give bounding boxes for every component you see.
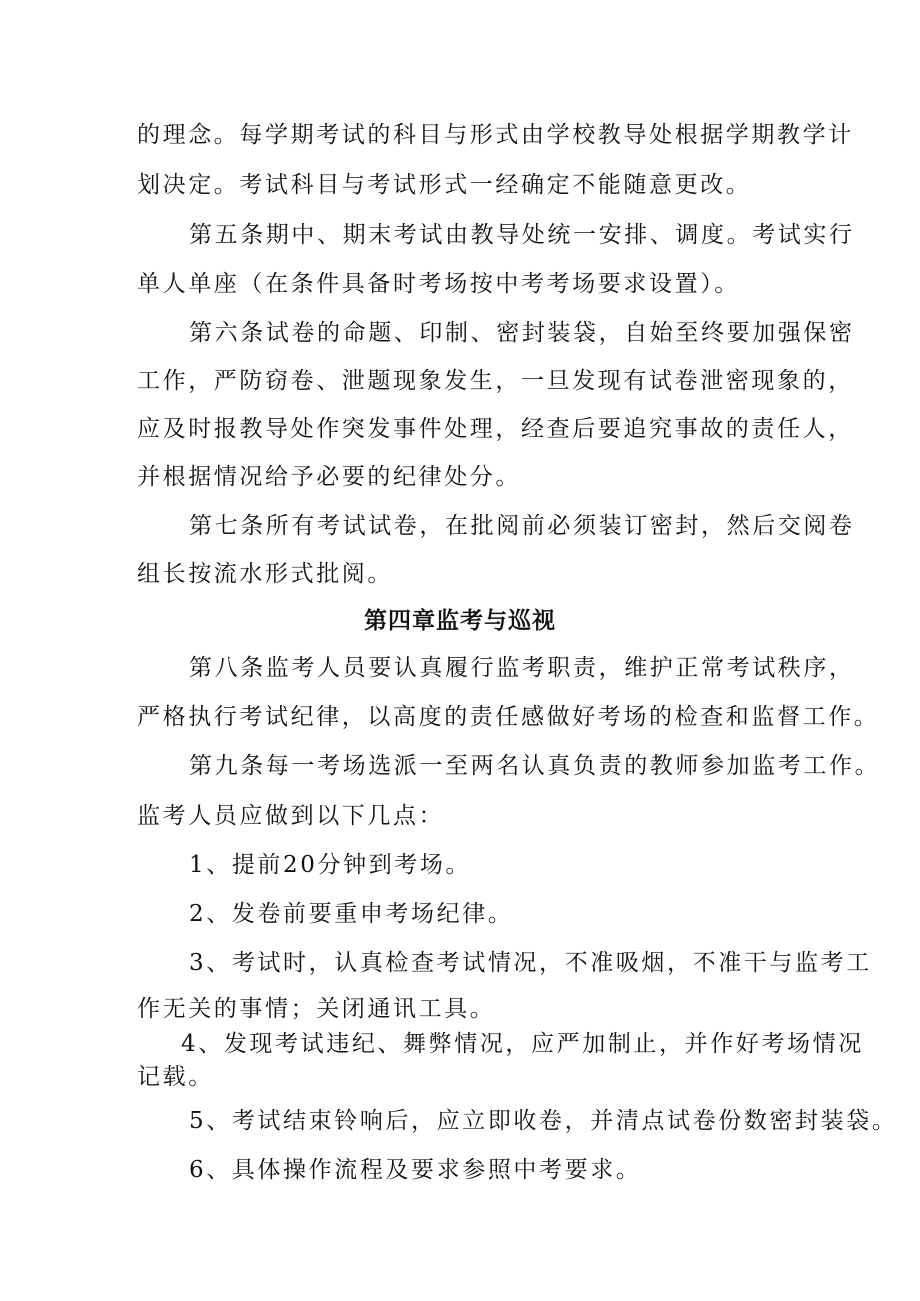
text-line-1: 的理念。每学期考试的科目与形式由学校教导处根据学期教学计 <box>137 122 854 148</box>
list-item-5: 5、考试结束铃响后，应立即收卷，并清点试卷份数密封装袋。 <box>189 1108 898 1134</box>
list-item-3-line-1: 3、考试时，认真检查考试情况，不准吸烟，不准干与监考工 <box>189 950 872 976</box>
list-item-1: 1、提前20分钟到考场。 <box>189 852 472 878</box>
article-5-line-1: 第五条期中、期末考试由教导处统一安排、调度。考试实行 <box>189 222 855 248</box>
text-line-2: 划决定。考试科目与考试形式一经确定不能随意更改。 <box>137 172 752 198</box>
article-6-line-1: 第六条试卷的命题、印制、密封装袋，自始至终要加强保密 <box>189 320 855 346</box>
list-item-2: 2、发卷前要重申考场纪律。 <box>189 901 514 927</box>
article-9-line-2: 监考人员应做到以下几点： <box>137 803 445 829</box>
article-9-line-1: 第九条每一考场选派一至两名认真负责的教师参加监考工作。 <box>189 753 881 779</box>
list-item-4-line-1: 4、发现考试违纪、舞弊情况，应严加制止，并作好考场情况 <box>181 1031 864 1057</box>
article-7-line-1: 第七条所有考试试卷，在批阅前必须装订密封，然后交阅卷 <box>189 513 855 539</box>
article-6-line-3: 应及时报教导处作突发事件处理，经查后要追究事故的责任人， <box>137 416 854 442</box>
article-6-line-2: 工作，严防窃卷、泄题现象发生，一旦发现有试卷泄密现象的， <box>137 368 854 394</box>
article-7-line-2: 组长按流水形式批阅。 <box>137 561 393 587</box>
article-6-line-4: 并根据情况给予必要的纪律处分。 <box>137 464 521 490</box>
article-8-line-2: 严格执行考试纪律，以高度的责任感做好考场的检查和监督工作。 <box>137 704 880 730</box>
article-5-line-2: 单人单座（在条件具备时考场按中考考场要求设置）。 <box>137 271 740 297</box>
list-item-3-line-2: 作无关的事情；关闭通讯工具。 <box>137 996 496 1022</box>
chapter-heading: 第四章监考与巡视 <box>364 608 556 634</box>
list-item-6: 6、具体操作流程及要求参照中考要求。 <box>189 1157 642 1183</box>
list-item-4-line-2: 记载。 <box>137 1064 214 1090</box>
article-8-line-1: 第八条监考人员要认真履行监考职责，维护正常考试秩序， <box>189 655 855 681</box>
